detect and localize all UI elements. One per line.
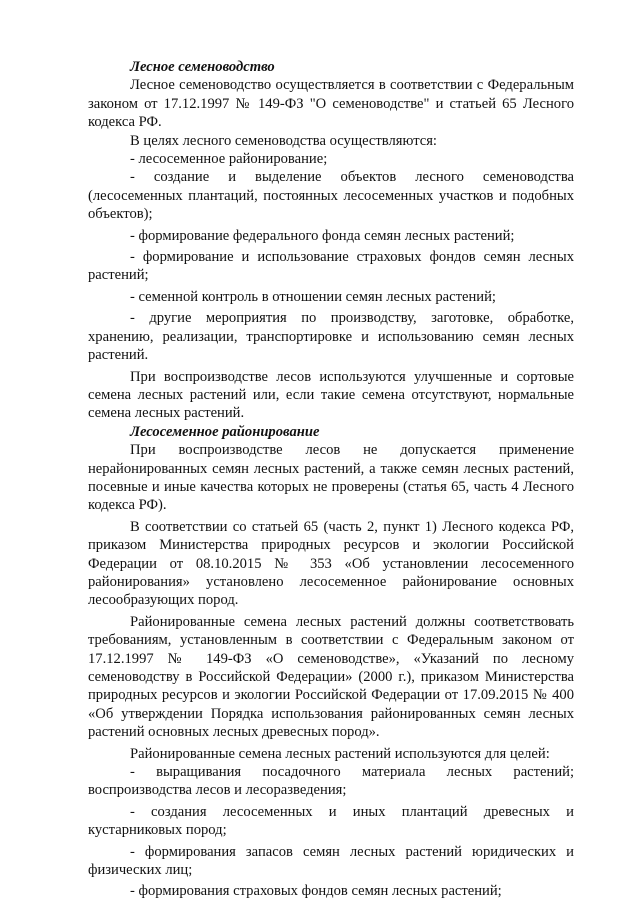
list-item: - лесосеменное районирование; xyxy=(130,151,328,168)
section-heading-seed-zoning: Лесосеменное районирование xyxy=(130,423,320,440)
list-item: - другие мероприятия по производству, заготовке, обработке, хранению, реализации, транспортировке и использованию семян лесных растений. xyxy=(88,310,574,364)
list-item: - формирование и использование страховых фондов семян лесных растений; xyxy=(88,249,574,284)
section-heading-forest-seed-production: Лесное семеноводство xyxy=(130,59,275,75)
paragraph: Лесное семеноводство осуществляется в соответствии с Федеральным законом от 17.12.1997 № 149-ФЗ "О семеноводстве" и статьей 65 Лесного кодекса РФ. xyxy=(88,77,574,131)
list-item: - формирования запасов семян лесных растений юридических и физических лиц; xyxy=(88,843,574,879)
list-item: - формирование федерального фонда семян лесных растений; xyxy=(130,227,515,244)
paragraph: Районированные семена лесных растений должны соответствовать требованиям, установленным в соответствии с Федеральным законом от 17.12.1997 № 149-ФЗ «О семеноводстве», «Указаний по лесному семеноводству в Российской Федерации» (2000 г.), приказом Министерства природных ресурсов и экологии Российской Федерации от 17.09.2015 № 400 «Об утверждении Порядка использования районированных семян лесных растений основных лесных древесных пород». xyxy=(88,613,574,741)
paragraph: Районированные семена лесных растений используются для целей: xyxy=(130,745,550,762)
paragraph: В целях лесного семеноводства осуществляются: xyxy=(130,132,437,149)
list-item: - выращивания посадочного материала лесных растений; воспроизводства лесов и лесоразведения; xyxy=(88,764,574,799)
list-item: - создания лесосеменных и иных плантаций древесных и кустарниковых пород; xyxy=(88,803,574,839)
list-item: - семенной контроль в отношении семян лесных растений; xyxy=(130,288,496,305)
list-item: - формирования страховых фондов семян лесных растений; xyxy=(130,883,502,900)
list-item: - создание и выделение объектов лесного семеноводства (лесосеменных плантаций, постоянных лесосеменных участков и подобных объектов); xyxy=(88,169,574,223)
paragraph: При воспроизводстве лесов используются улучшенные и сортовые семена лесных растений или, если такие семена отсутствуют, нормальные семена лесных растений. xyxy=(88,368,574,422)
document-page xyxy=(88,58,574,901)
paragraph: В соответствии со статьей 65 (часть 2, пункт 1) Лесного кодекса РФ, приказом Министерства природных ресурсов и экологии Российской Федерации от 08.10.2015 № 353 «Об установлении лесосеменного районирования» установлено лесосеменное районирование основных лесообразующих пород. xyxy=(88,518,574,609)
paragraph: При воспроизводстве лесов не допускается применение нерайонированных семян лесных растений, а также семян лесных растений, посевные и иные качества которых не проверены (статья 65, часть 4 Лесного кодекса РФ). xyxy=(88,442,574,514)
